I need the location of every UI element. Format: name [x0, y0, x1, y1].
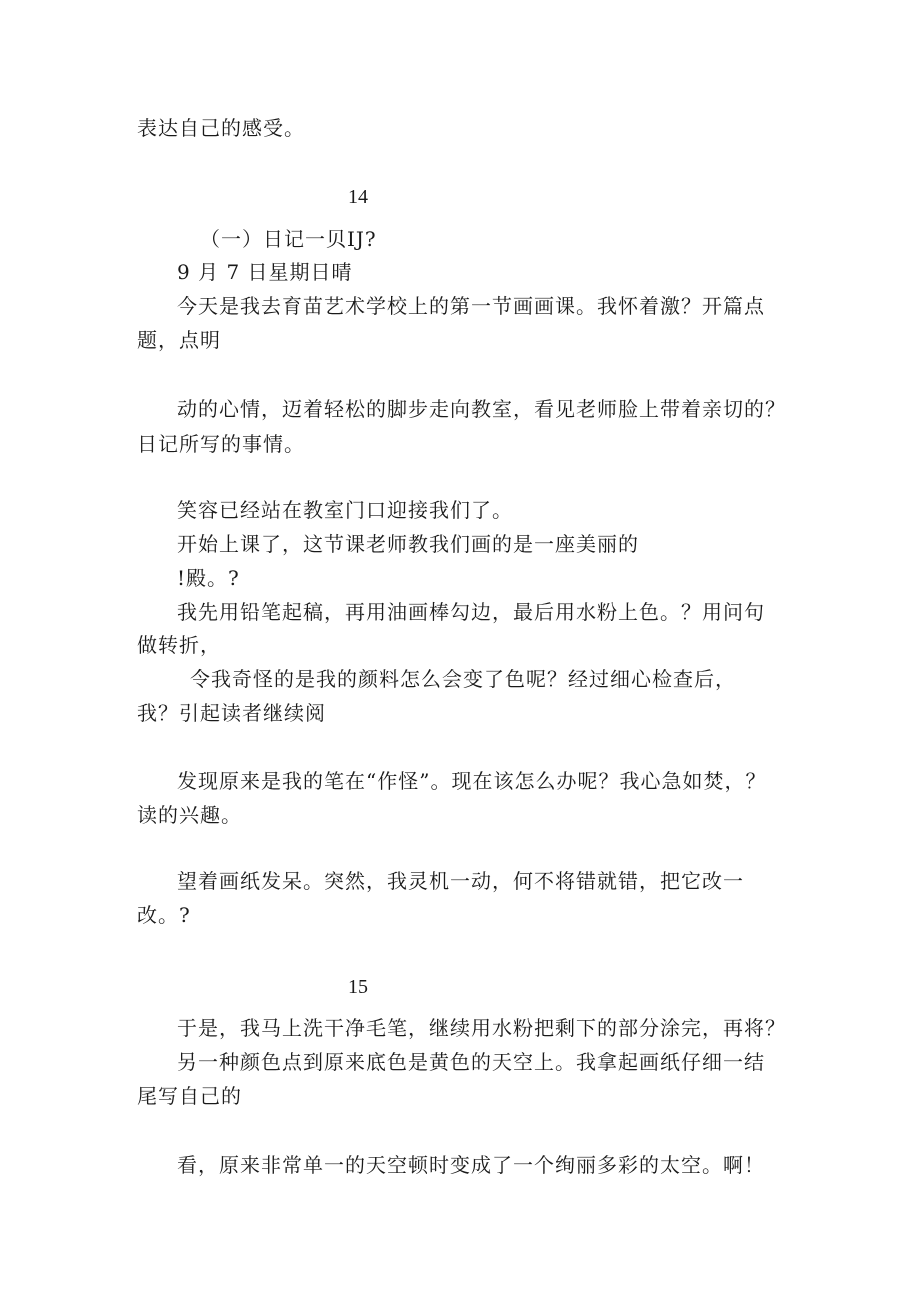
text-line: 看，原来非常单一的天空顿时变成了一个绚丽多彩的太空。啊！ [177, 1153, 765, 1177]
text-line: 日记所写的事情。 [137, 432, 305, 456]
section-heading: （一）日记一贝IJ? [200, 227, 377, 251]
text-line: 尾写自己的 [137, 1084, 242, 1108]
diary-date-line: 9 月 7 日星期日晴 [177, 260, 353, 284]
text-line: 于是，我马上洗干净毛笔，继续用水粉把剩下的部分涂完，再将？ [177, 1016, 786, 1040]
text-line: 另一种颜色点到原来底色是黄色的天空上。我拿起画纸仔细一结 [177, 1050, 765, 1074]
text-line: 望着画纸发呆。突然，我灵机一动，何不将错就错，把它改一 [177, 869, 744, 893]
page-number: 14 [348, 186, 368, 208]
text-line: 表达自己的感受。 [137, 116, 305, 140]
text-line: 改。? [137, 903, 191, 927]
text-line: 今天是我去育苗艺术学校上的第一节画画课。我怀着激？开篇点 [177, 294, 765, 318]
text-line: 动的心情，迈着轻松的脚步走向教室，看见老师脸上带着亲切的？ [177, 397, 786, 421]
page-number: 15 [348, 976, 368, 998]
text-line: 令我奇怪的是我的颜料怎么会变了色呢？经过细心检查后， [190, 667, 736, 691]
text-line: 我？引起读者继续阅 [137, 701, 326, 725]
text-line: 我先用铅笔起稿，再用油画棒勾边，最后用水粉上色。？用问句 [177, 600, 765, 624]
text-line: 发现原来是我的笔在“作怪”。现在该怎么办呢？我心急如焚，？ [177, 769, 767, 793]
text-line: 笑容已经站在教室门口迎接我们了。 [177, 498, 513, 522]
text-line: !殿。? [177, 566, 240, 590]
text-line: 开始上课了，这节课老师教我们画的是一座美丽的 [177, 532, 639, 556]
text-line: 读的兴趣。 [137, 803, 242, 827]
text-line: 题，点明 [137, 328, 221, 352]
text-line: 做转折， [137, 633, 221, 657]
